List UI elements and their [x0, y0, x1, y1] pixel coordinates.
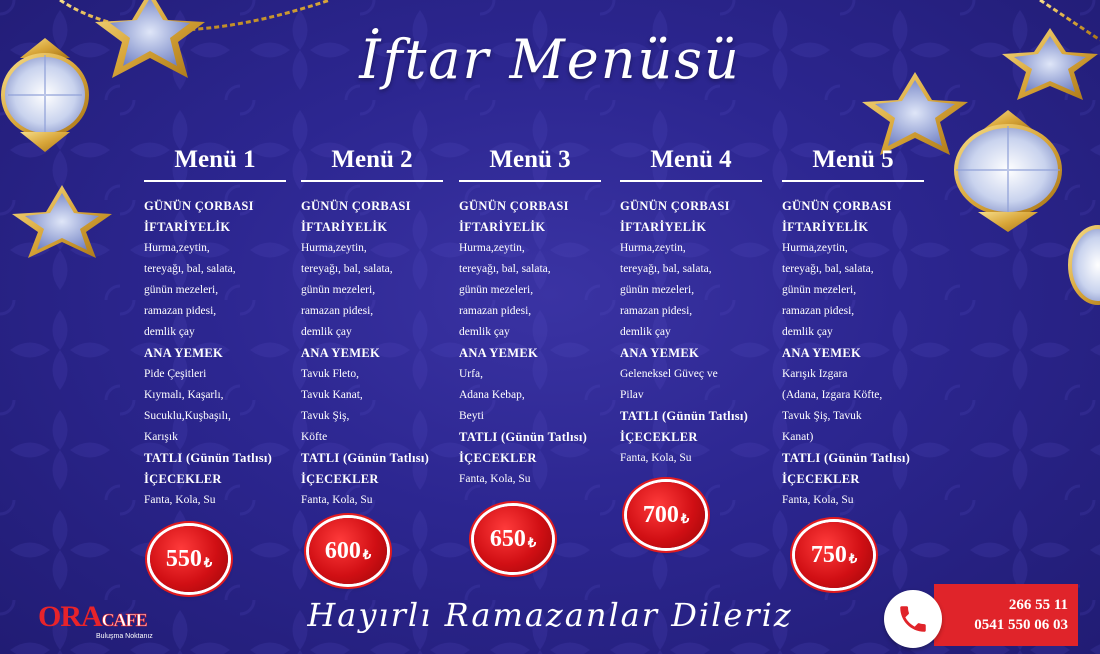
menu-item-line: Tavuk Kanat,	[301, 389, 363, 401]
lira-symbol: ₺	[362, 547, 372, 562]
menu-section-heading: İFTARİYELİK	[620, 220, 707, 234]
menu-item-line: tereyağı, bal, salata,	[620, 263, 712, 275]
price-badge-menu-2	[309, 518, 387, 584]
menu-section-heading: İFTARİYELİK	[301, 220, 388, 234]
menu-item-line: (Adana, Izgara Köfte,	[782, 389, 883, 401]
menu-item-line: ramazan pidesi,	[144, 305, 217, 317]
menu-item-line: ramazan pidesi,	[459, 305, 532, 317]
menu-item-line: Fanta, Kola, Su	[782, 494, 854, 506]
menu-item-line: ramazan pidesi,	[620, 305, 693, 317]
menu-items	[620, 196, 770, 469]
menu-item-line: ramazan pidesi,	[301, 305, 374, 317]
menu-item-line: Tavuk Şiş,	[301, 410, 350, 422]
menu-heading: Menü 2	[301, 146, 443, 182]
menu-section-heading: İÇECEKLER	[144, 472, 222, 486]
menu-item-line: ramazan pidesi,	[782, 305, 855, 317]
menu-item-line: Beyti	[459, 410, 484, 422]
menu-item-line: tereyağı, bal, salata,	[301, 263, 393, 275]
menu-section-heading: İFTARİYELİK	[144, 220, 231, 234]
menu-section-heading: İFTARİYELİK	[782, 220, 869, 234]
menu-column-3	[459, 146, 609, 490]
menu-item-line: Karışık	[144, 431, 178, 443]
menu-item-line: Adana Kebap,	[459, 389, 525, 401]
logo-tagline: Buluşma Noktanız	[96, 633, 153, 640]
menu-item-line: Kanat)	[782, 431, 814, 443]
menu-item-line: günün mezeleri,	[144, 284, 219, 296]
menu-item-line: Fanta, Kola, Su	[620, 452, 692, 464]
menu-column-1	[144, 146, 294, 511]
menu-item-line: Pilav	[620, 389, 644, 401]
price-badge-menu-4	[627, 482, 705, 548]
menu-item-line: Köfte	[301, 431, 328, 443]
menu-section-heading: İÇECEKLER	[459, 451, 537, 465]
menu-section-heading: TATLI (Günün Tatlısı)	[459, 430, 588, 444]
menu-item-line: demlik çay	[620, 326, 671, 338]
price-badge-menu-1	[150, 526, 228, 592]
menu-section-heading: ANA YEMEK	[620, 346, 699, 360]
menu-section-heading: TATLI (Günün Tatlısı)	[620, 409, 749, 423]
menu-section-heading: İÇECEKLER	[301, 472, 379, 486]
menu-item-line: tereyağı, bal, salata,	[459, 263, 551, 275]
menu-item-line: Hurma,zeytin,	[301, 242, 367, 254]
menu-column-4	[620, 146, 770, 469]
menu-item-line: Hurma,zeytin,	[144, 242, 210, 254]
menu-section-heading: İFTARİYELİK	[459, 220, 546, 234]
menu-item-line: günün mezeleri,	[459, 284, 534, 296]
menu-section-heading: ANA YEMEK	[782, 346, 861, 360]
lira-symbol: ₺	[680, 511, 690, 526]
menu-item-line: tereyağı, bal, salata,	[144, 263, 236, 275]
menu-item-line: demlik çay	[782, 326, 833, 338]
menu-item-line: Pide Çeşitleri	[144, 368, 207, 380]
price-value: 550	[165, 545, 202, 572]
menu-item-line: Geleneksel Güveç ve	[620, 368, 718, 380]
menu-item-line: günün mezeleri,	[620, 284, 695, 296]
menu-heading: Menü 5	[782, 146, 924, 182]
menu-item-line: Urfa,	[459, 368, 483, 380]
price-value: 650	[489, 525, 526, 552]
menu-item-line: Tavuk Şiş, Tavuk	[782, 410, 862, 422]
menu-column-2	[301, 146, 451, 511]
menu-item-line: günün mezeleri,	[301, 284, 376, 296]
menu-section-heading: GÜNÜN ÇORBASI	[301, 199, 411, 213]
menu-item-line: Fanta, Kola, Su	[301, 494, 373, 506]
menu-items	[144, 196, 294, 511]
phone-icon	[884, 590, 942, 648]
menu-section-heading: ANA YEMEK	[459, 346, 538, 360]
menu-section-heading: ANA YEMEK	[301, 346, 380, 360]
menu-item-line: Fanta, Kola, Su	[144, 494, 216, 506]
menu-section-heading: GÜNÜN ÇORBASI	[459, 199, 569, 213]
menu-item-line: Tavuk Fleto,	[301, 368, 359, 380]
menu-heading: Menü 3	[459, 146, 601, 182]
menu-section-heading: GÜNÜN ÇORBASI	[620, 199, 730, 213]
logo-ora-text: ORA	[38, 600, 102, 633]
menu-items	[782, 196, 932, 511]
menu-item-line: Fanta, Kola, Su	[459, 473, 531, 485]
price-value: 750	[810, 541, 847, 568]
phone-number-2[interactable]: 0541 550 06 03	[974, 617, 1068, 633]
menu-item-line: Hurma,zeytin,	[620, 242, 686, 254]
menu-item-line: demlik çay	[144, 326, 195, 338]
price-value: 700	[642, 501, 679, 528]
menu-item-line: demlik çay	[459, 326, 510, 338]
menu-item-line: günün mezeleri,	[782, 284, 857, 296]
menu-items	[459, 196, 609, 490]
menu-item-line: Kıymalı, Kaşarlı,	[144, 389, 224, 401]
menu-section-heading: GÜNÜN ÇORBASI	[782, 199, 892, 213]
greeting-footer: Hayırlı Ramazanlar Dileriz	[307, 596, 793, 634]
menu-item-line: Hurma,zeytin,	[782, 242, 848, 254]
menu-heading: Menü 1	[144, 146, 286, 182]
menu-section-heading: TATLI (Günün Tatlısı)	[782, 451, 911, 465]
menu-section-heading: TATLI (Günün Tatlısı)	[144, 451, 273, 465]
menu-section-heading: ANA YEMEK	[144, 346, 223, 360]
menu-item-line: Hurma,zeytin,	[459, 242, 525, 254]
phone-number-1[interactable]: 266 55 11	[1008, 597, 1068, 613]
price-badge-menu-5	[795, 522, 873, 588]
menu-item-line: Karışık Izgara	[782, 368, 848, 380]
price-badge-menu-3	[474, 506, 552, 572]
price-value: 600	[324, 537, 361, 564]
menu-item-line: tereyağı, bal, salata,	[782, 263, 874, 275]
poster-title: İftar Menüsü	[359, 28, 741, 91]
menu-item-line: Sucuklu,Kuşbaşılı,	[144, 410, 231, 422]
menu-heading: Menü 4	[620, 146, 762, 182]
logo-cafe-text: CAFE	[101, 610, 147, 630]
lira-symbol: ₺	[527, 535, 537, 550]
menu-section-heading: İÇECEKLER	[620, 430, 698, 444]
menu-item-line: demlik çay	[301, 326, 352, 338]
menu-section-heading: İÇECEKLER	[782, 472, 860, 486]
lira-symbol: ₺	[848, 551, 858, 566]
lira-symbol: ₺	[203, 555, 213, 570]
menu-column-5	[782, 146, 932, 511]
menu-section-heading: TATLI (Günün Tatlısı)	[301, 451, 430, 465]
menu-items	[301, 196, 451, 511]
menu-section-heading: GÜNÜN ÇORBASI	[144, 199, 254, 213]
contact-box	[934, 584, 1078, 646]
